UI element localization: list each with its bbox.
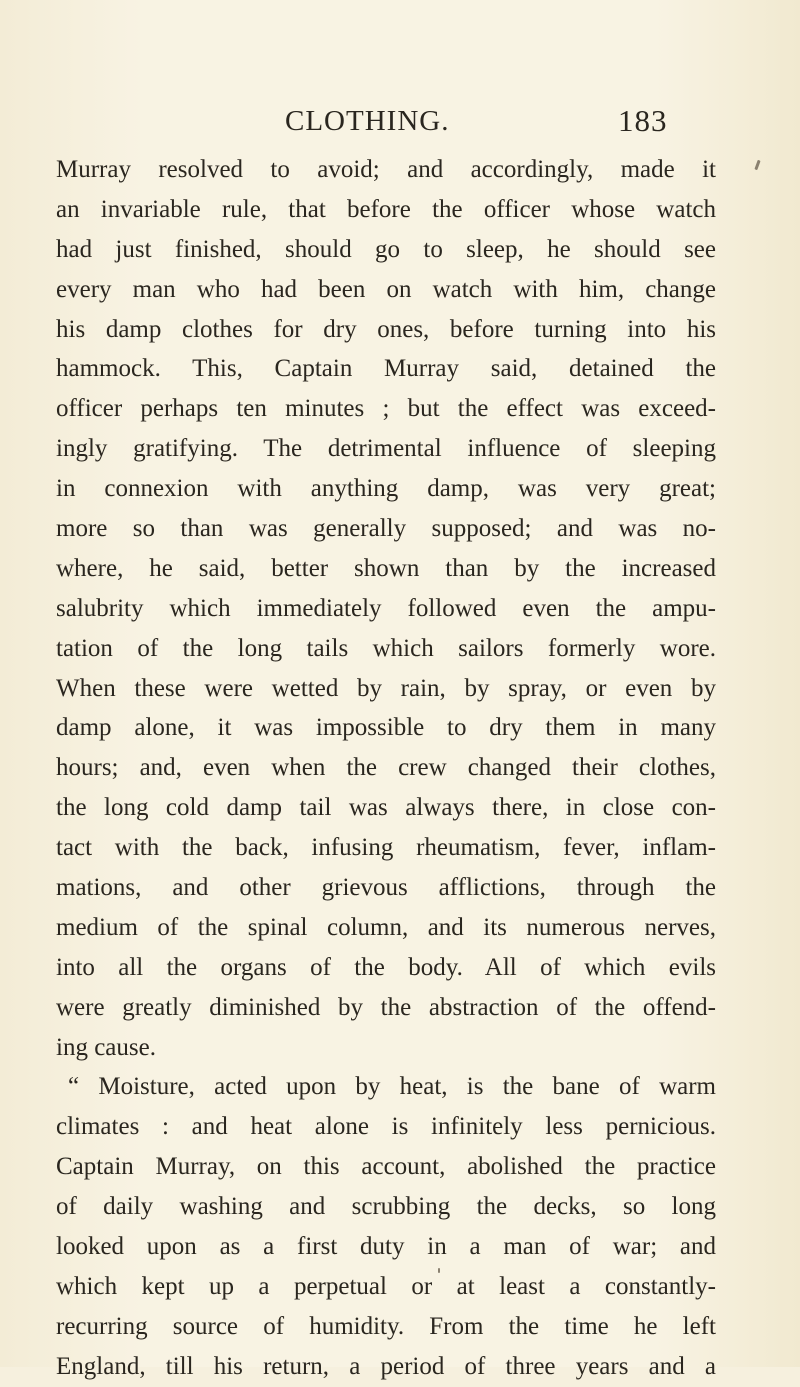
text-line: Captain Murray, on this account, abolished the practice: [56, 1153, 716, 1181]
text-line: damp alone, it was impossible to dry them in many: [56, 714, 716, 742]
text-line: hammock. This, Captain Murray said, detained the: [56, 355, 716, 383]
text-line: more so than was generally supposed; and was no-: [56, 515, 716, 543]
text-line: of daily washing and scrubbing the decks, so long: [56, 1193, 716, 1221]
text-line: climates : and heat alone is infinitely less pernicious.: [56, 1113, 716, 1141]
text-line: medium of the spinal column, and its numerous nerves,: [56, 913, 716, 941]
text-line: recurring source of humidity. From the time he left: [56, 1312, 716, 1340]
text-line: the long cold damp tail was always there, in close con-: [56, 794, 716, 822]
text-line: in connexion with anything damp, was very great;: [56, 475, 716, 503]
ink-speck: [438, 1268, 440, 1273]
text-line: hours; and, even when the crew changed their clothes,: [56, 754, 716, 782]
text-line: which kept up a perpetual or at least a constantly-: [56, 1272, 716, 1300]
text-line: When these were wetted by rain, by spray, or even by: [56, 674, 716, 702]
text-line: were greatly diminished by the abstraction of the offend-: [56, 993, 716, 1021]
running-title: CLOTHING.: [285, 105, 450, 137]
text-line: salubrity which immediately followed even the ampu-: [56, 594, 716, 622]
text-line: tation of the long tails which sailors formerly wore.: [56, 634, 716, 662]
page-header: [0, 97, 800, 145]
text-line: his damp clothes for dry ones, before turning into his: [56, 315, 716, 343]
text-line: officer perhaps ten minutes ; but the effect was exceed-: [56, 395, 716, 423]
text-line: had just finished, should go to sleep, he should see: [56, 235, 716, 263]
page-number: 183: [618, 103, 668, 138]
text-line: mations, and other grievous afflictions, through the: [56, 874, 716, 902]
text-line: Murray resolved to avoid; and accordingly, made it: [56, 156, 716, 183]
text-line: ing cause.: [56, 1033, 156, 1061]
text-line: looked upon as a first duty in a man of war; and: [56, 1233, 716, 1261]
text-line: “ Moisture, acted upon by heat, is the bane of warm: [68, 1073, 716, 1101]
text-line: an invariable rule, that before the officer whose watch: [56, 195, 716, 223]
ink-speck: [754, 160, 760, 170]
text-line: every man who had been on watch with him, change: [56, 275, 716, 303]
text-line: tact with the back, infusing rheumatism, fever, inflam-: [56, 834, 716, 862]
text-line: into all the organs of the body. All of which evils: [56, 953, 716, 981]
text-line: ingly gratifying. The detrimental influence of sleeping: [56, 435, 716, 463]
text-line: where, he said, better shown than by the increased: [56, 554, 716, 582]
text-line: England, till his return, a period of three years and a: [56, 1352, 716, 1380]
body-text: [56, 150, 716, 1387]
